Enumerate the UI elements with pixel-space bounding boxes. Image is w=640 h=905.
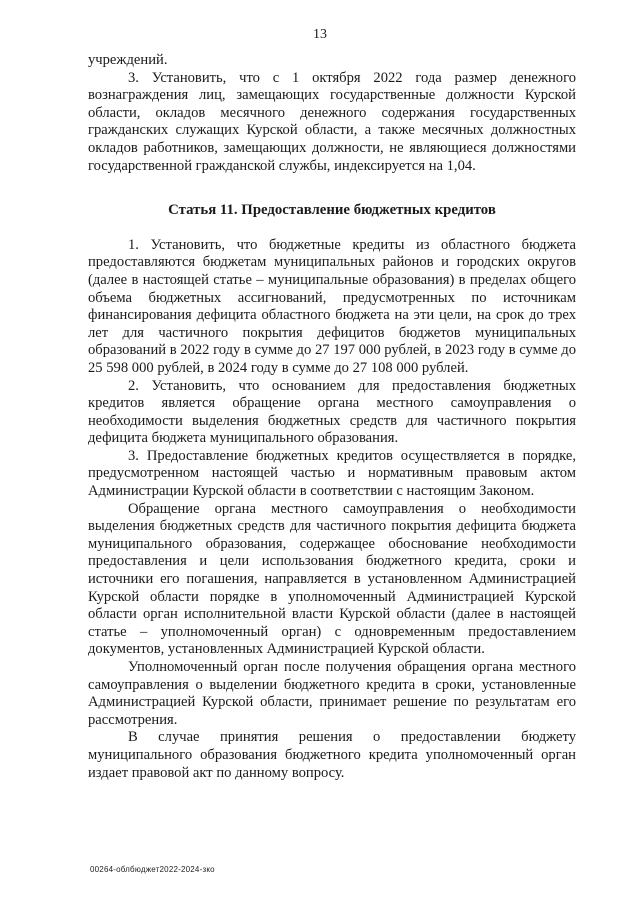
paragraph-continuation: учреждений. bbox=[88, 52, 168, 68]
paragraph-item-3: 3. Установить, что с 1 октября 2022 года размер денежного вознаграждения лиц, замещающих государственные должности Курской области, окладов месячного денежного содержания государственных гражданских служащих Курской области, а также месячных должностных окладов работников, замещающих должности, не являющиеся должностями государственной гражданской службы, индексируется на 1,04. bbox=[88, 69, 576, 174]
page-number: 13 bbox=[313, 27, 327, 42]
article-paragraph-4: Обращение органа местного самоуправления о необходимости выделения бюджетных средств для частичного покрытия дефицита бюджета муниципального образования, содержащее обоснование необходимости предоставления и цели использования бюджетного кредита, сроки и источники его погашения, направляется в установленном Администрацией Курской области порядке в уполномоченный Администрацией Курской области орган исполнительной власти Курской области (далее в настоящей статье – уполномоченный орган) с одновременным предоставлением документов, установленных Администрацией Курской области. bbox=[88, 500, 576, 658]
article-paragraph-6: В случае принятия решения о предоставлении бюджету муниципального образования бюджетного кредита уполномоченный орган издает правовой акт по данному вопросу. bbox=[88, 729, 576, 781]
article-paragraph-1: 1. Установить, что бюджетные кредиты из областного бюджета предоставляются бюджетам муниципальных районов и городских округов (далее в настоящей статье – муниципальные образования) в пределах общего объема бюджетных ассигнований, предусмотренных по источникам финансирования дефицита областного бюджета на эти цели, на срок до трех лет для частичного покрытия дефицитов бюджетов муниципальных образований в 2022 году в сумме до 27 197 000 рублей, в 2023 году в сумме до 25 598 000 рублей, в 2024 году в сумме до 27 108 000 рублей. bbox=[88, 236, 576, 376]
article-paragraph-3: 3. Предоставление бюджетных кредитов осуществляется в порядке, предусмотренном настоящей частью и нормативным правовым актом Администрации Курской области в соответствии с настоящим Законом. bbox=[88, 447, 576, 500]
document-body bbox=[88, 52, 576, 782]
article-paragraph-2: 2. Установить, что основанием для предоставления бюджетных кредитов является обращение органа местного самоуправления о необходимости выделения бюджетных средств для частичного покрытия дефицита бюджета муниципального образования. bbox=[88, 377, 576, 447]
document-footer-code: 00264-облбюджет2022-2024-зко bbox=[90, 865, 215, 874]
article-paragraph-5: Уполномоченный орган после получения обращения органа местного самоуправления о выделении бюджетного кредита в сроки, установленные Администрацией Курской области, принимает решение по результатам его рассмотрения. bbox=[88, 659, 576, 728]
article-heading: Статья 11. Предоставление бюджетных кредитов bbox=[168, 202, 496, 219]
